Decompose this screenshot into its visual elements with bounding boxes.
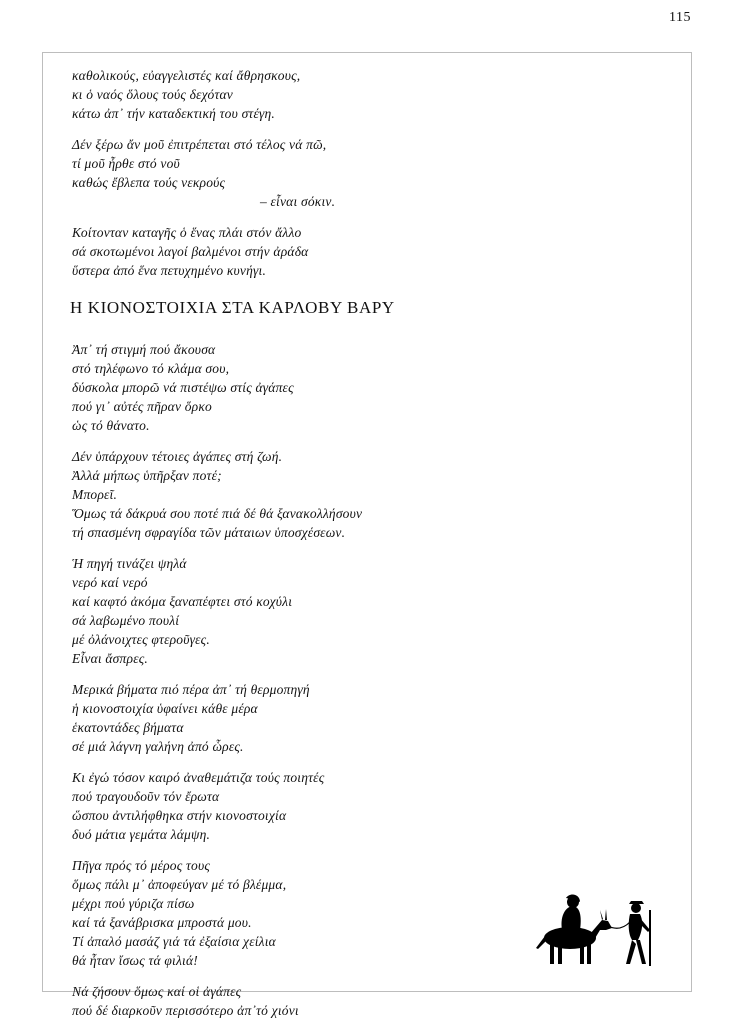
poem-line: Μπορεῖ.	[72, 487, 118, 502]
stanza	[72, 447, 672, 542]
poem-line: ἑκατοντάδες βήματα	[72, 720, 184, 735]
poem-line: καί τά ξανάβρισκα μπροστά μου.	[72, 915, 252, 930]
poem-line: Δέν ξέρω ἄν μοῦ ἐπιτρέπεται στό τέλος νά πῶ,	[72, 137, 327, 152]
poem-line: Πῆγα πρός τό μέρος τους	[72, 858, 211, 873]
poem-line: κι ὁ ναός ὅλους τούς δεχόταν	[72, 87, 233, 102]
poem-line: δύσκολα μπορῶ νά πιστέψω στίς ἀγάπες	[72, 380, 294, 395]
poem-line: σά σκοτωμένοι λαγοί βαλμένοι στήν ἀράδα	[72, 244, 309, 259]
page-number: 115	[669, 10, 691, 25]
poem-line: στό τηλέφωνο τό κλάμα σου,	[72, 361, 230, 376]
poem-title: Η ΚΙΟΝΟΣΤΟΙΧΙΑ ΣΤΑ ΚΑΡΛΟΒΥ ΒΑΡΥ	[70, 298, 395, 317]
poem-line: Ἡ πηγή τινάζει ψηλά	[72, 556, 187, 571]
poem-line: ὅμως πάλι μ᾽ ἀποφεύγαν μέ τό βλέμμα,	[72, 877, 287, 892]
poem-line: μέ ὀλάνοιχτες φτεροῦγες.	[72, 632, 210, 647]
poem-line: δυό μάτια γεμάτα λάμψη.	[72, 827, 211, 842]
poem-content	[72, 66, 672, 1032]
stanza	[72, 768, 672, 844]
poem-line: ὕστερα ἀπό ἕνα πετυχημένο κυνήγι.	[72, 263, 267, 278]
poem-line: καθώς ἔβλεπα τούς νεκρούς	[72, 175, 226, 190]
poem-line: σά λαβωμένο πουλί	[72, 613, 180, 628]
poem-line: Κι ἐγώ τόσον καιρό ἀναθεμάτιζα τούς ποιητές	[72, 770, 325, 785]
poem-line: Μερικά βήματα πιό πέρα ἀπ᾽ τή θερμοπηγή	[72, 682, 310, 697]
poem-line: τή σπασμένη σφραγίδα τῶν μάταιων ὑποσχέσεων.	[72, 525, 346, 540]
poem-line: κάτω ἀπ᾽ τήν καταδεκτική του στέγη.	[72, 106, 275, 121]
poem-line: Νά ζήσουν ὅμως καί οἱ ἀγάπες	[72, 984, 242, 999]
poem-line: Κοίτονταν καταγῆς ὁ ἕνας πλάι στόν ἄλλο	[72, 225, 302, 240]
poem-line: ὥσπου ἀντιλήφθηκα στήν κιονοστοιχία	[72, 808, 287, 823]
poem-line: πού γι᾽ αὐτές πῆραν ὅρκο	[72, 399, 212, 414]
poem-line: ὡς τό θάνατο.	[72, 418, 150, 433]
poem-line: Ὅμως τά δάκρυά σου ποτέ πιά δέ θά ξανακολλήσουν	[72, 506, 363, 521]
poem-line: νερό καί νερό	[72, 575, 148, 590]
poem-line: πού δέ διαρκοῦν περισσότερο ἀπ᾽τό χιόνι	[72, 1003, 299, 1018]
stanza	[72, 135, 672, 211]
poem-line: πού τραγουδοῦν τόν ἔρωτα	[72, 789, 220, 804]
poem-line: Δέν ὑπάρχουν τέτοιες ἀγάπες στή ζωή.	[72, 449, 283, 464]
stanza	[72, 554, 672, 668]
poem-line: καί καφτό ἀκόμα ξαναπέφτει στό κοχύλι	[72, 594, 293, 609]
poem-line-indented: – εἶναι σόκιν.	[260, 194, 336, 209]
stanza	[72, 66, 672, 123]
stanza	[72, 982, 672, 1020]
poem-line: μέχρι πού γύριζα πίσω	[72, 896, 195, 911]
poem-line: καθολικούς, εὐαγγελιστές καί ἄθρησκους,	[72, 68, 301, 83]
stanza	[72, 223, 672, 280]
poem-line: Εἶναι ἄσπρες.	[72, 651, 148, 666]
stanza	[72, 680, 672, 756]
poem-line: τί μοῦ ἦρθε στό νοῦ	[72, 156, 180, 171]
poem-line: Ἀλλά μήπως ὑπῆρξαν ποτέ;	[72, 468, 222, 483]
poem-line: σέ μιά λάγνη γαλήνη ἀπό ὧρες.	[72, 739, 244, 754]
poem-line: θά ἦταν ἴσως τά φιλιά!	[72, 953, 198, 968]
poem-line: Ἀπ᾽ τή στιγμή πού ἄκουσα	[72, 342, 216, 357]
first-poem	[72, 66, 672, 280]
donkey-silhouette-illustration	[524, 890, 660, 970]
poem-line: ἡ κιονοστοιχία ὑφαίνει κάθε μέρα	[72, 701, 258, 716]
stanza	[72, 340, 672, 435]
poem-line: Τί ἀπαλό μασάζ γιά τά ἐξαίσια χείλια	[72, 934, 276, 949]
